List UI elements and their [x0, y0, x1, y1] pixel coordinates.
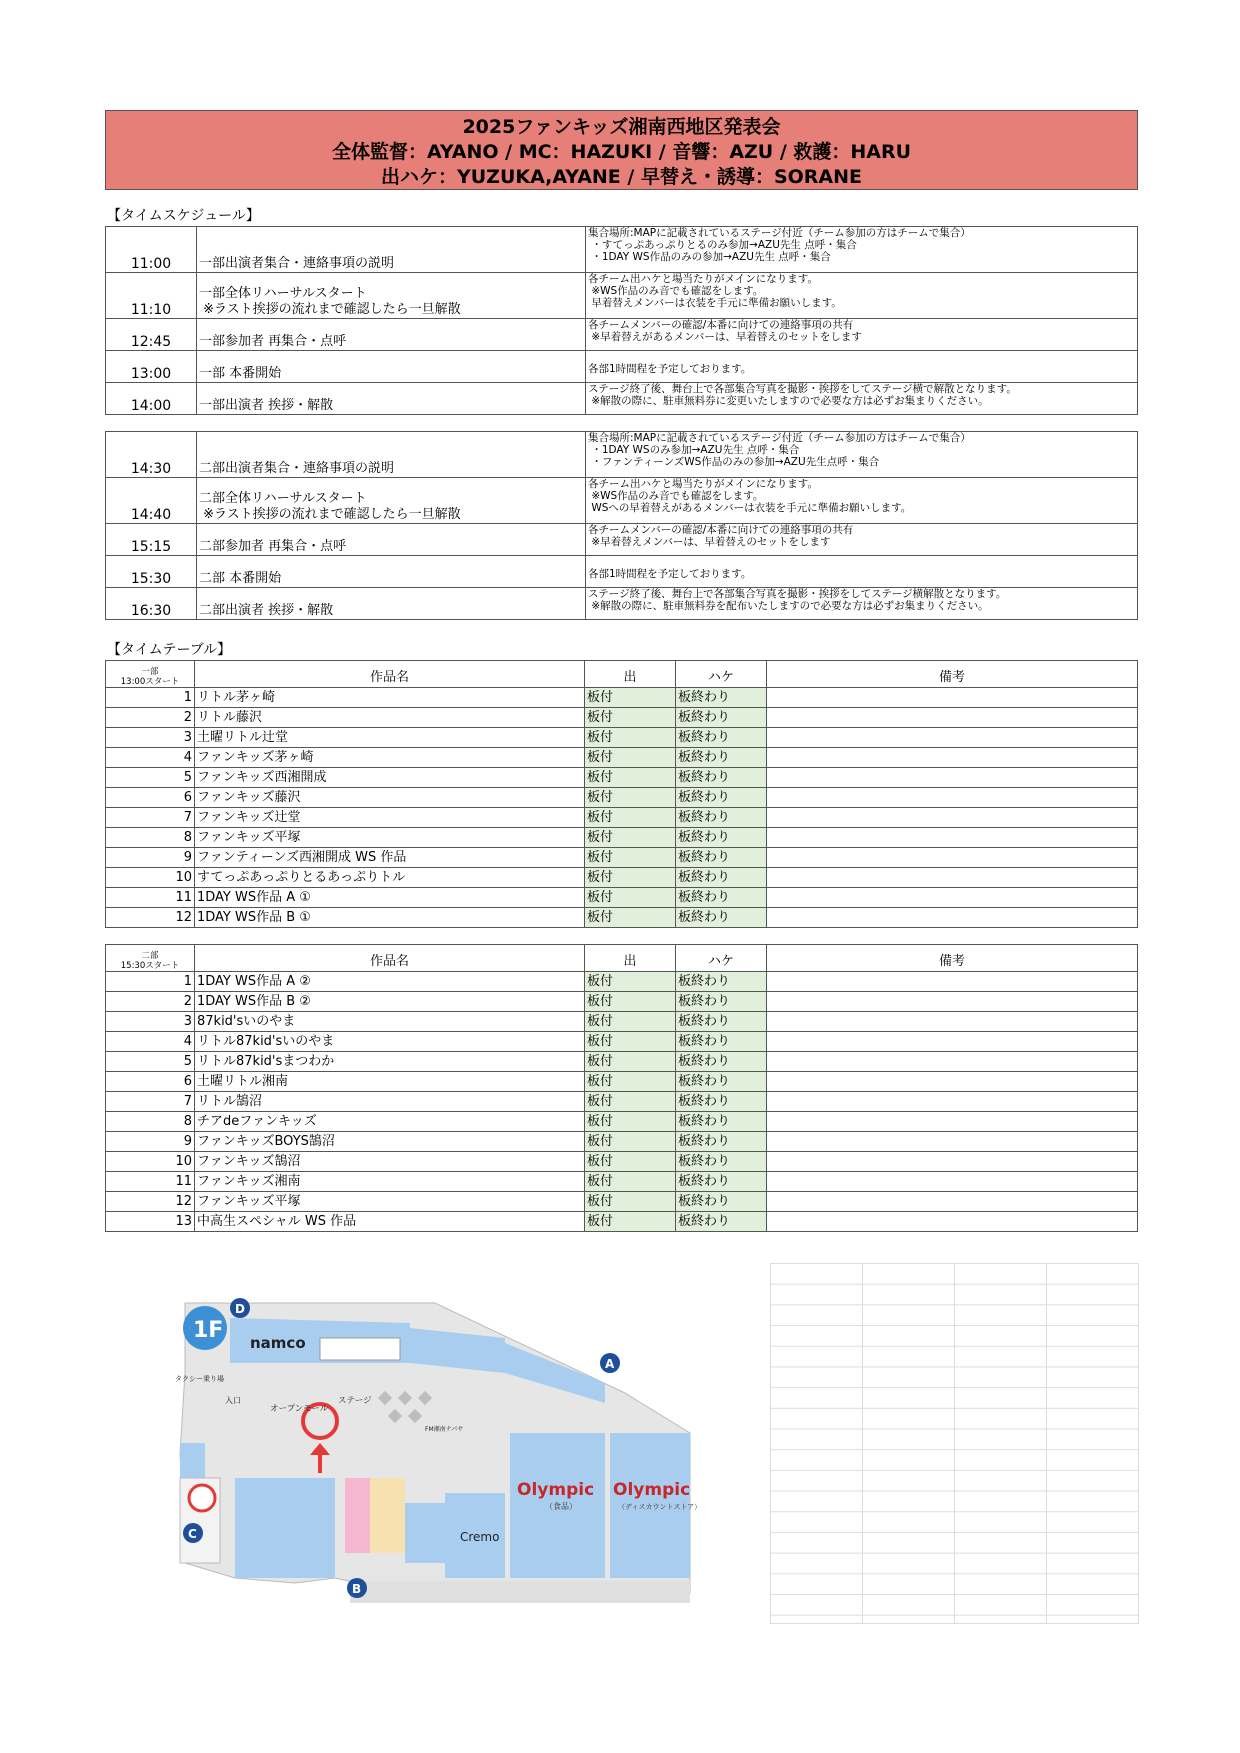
timetable-row — [106, 788, 1138, 808]
entrance-cue: 板付 — [585, 808, 676, 828]
left-store — [235, 1478, 335, 1578]
remarks-cell — [767, 748, 1138, 768]
schedule-row — [106, 383, 1138, 415]
entrance-cue: 板付 — [585, 1012, 676, 1032]
work-title: ファンキッズ西湘開成 — [195, 768, 585, 788]
entrance-cue: 板付 — [585, 1052, 676, 1072]
entrance-cue: 板付 — [585, 908, 676, 928]
remarks-cell — [767, 828, 1138, 848]
olympic-discount-label: Olympic — [613, 1480, 691, 1500]
work-title: 土曜リトル湘南 — [195, 1072, 585, 1092]
row-number: 12 — [106, 908, 195, 928]
fm-label: FM湘南ナパサ — [425, 1426, 464, 1433]
schedule-row — [106, 588, 1138, 620]
entrance-cue: 板付 — [585, 828, 676, 848]
schedule-table-part1 — [105, 226, 1138, 415]
entrance-cue: 板付 — [585, 688, 676, 708]
timetable-row — [106, 688, 1138, 708]
work-title: リトル87kid'sまつわか — [195, 1052, 585, 1072]
row-number: 12 — [106, 1192, 195, 1212]
timetable-row — [106, 888, 1138, 908]
timetable-row — [106, 1152, 1138, 1172]
remarks-cell — [767, 1072, 1138, 1092]
schedule-time: 14:40 — [106, 478, 197, 524]
event-header-banner — [105, 110, 1138, 190]
timetable-row — [106, 1032, 1138, 1052]
work-title: リトル鵠沼 — [195, 1092, 585, 1112]
work-title: ファンキッズ茅ヶ崎 — [195, 748, 585, 768]
timetable-row — [106, 748, 1138, 768]
timetable-row — [106, 1212, 1138, 1232]
work-title: 土曜リトル辻堂 — [195, 728, 585, 748]
row-number: 10 — [106, 868, 195, 888]
exit-cue: 板終わり — [676, 828, 767, 848]
remarks-cell — [767, 1212, 1138, 1232]
row-number: 2 — [106, 708, 195, 728]
remarks-cell — [767, 768, 1138, 788]
row-number: 9 — [106, 1132, 195, 1152]
remarks-cell — [767, 1012, 1138, 1032]
column-de-header: 出 — [585, 661, 676, 688]
timetable-row — [106, 1172, 1138, 1192]
entrance-cue: 板付 — [585, 788, 676, 808]
timetable-row — [106, 1192, 1138, 1212]
schedule-note: ステージ終了後、舞台上で各部集合写真を撮影・挨拶をしてステージ横解散となります。 ※解散の際に、駐車無料券を配布いたしますので必要な方は必ずお集まりください。 — [586, 588, 1138, 620]
schedule-time: 16:30 — [106, 588, 197, 620]
exit-cue: 板終わり — [676, 1212, 767, 1232]
column-hake-header: ハケ — [676, 945, 767, 972]
exit-cue: 板終わり — [676, 1192, 767, 1212]
work-title: チアdeファンキッズ — [195, 1112, 585, 1132]
timetable-row — [106, 768, 1138, 788]
work-title: 中高生スペシャル WS 作品 — [195, 1212, 585, 1232]
exit-cue: 板終わり — [676, 1112, 767, 1132]
entrance-cue: 板付 — [585, 992, 676, 1012]
row-number: 11 — [106, 888, 195, 908]
entrance-cue: 板付 — [585, 728, 676, 748]
schedule-time: 11:00 — [106, 227, 197, 273]
timetable-row — [106, 848, 1138, 868]
entrance-cue: 板付 — [585, 1192, 676, 1212]
remarks-cell — [767, 868, 1138, 888]
work-title: リトル茅ヶ崎 — [195, 688, 585, 708]
schedule-activity: 一部出演者集合・連絡事項の説明 — [197, 227, 586, 273]
schedule-note: 各チームメンバーの確認/本番に向けての連絡事項の共有 ※早着替えがあるメンバーは、早着替えのセットをします — [586, 319, 1138, 351]
olympic-discount-sub: （ディスカウントストア） — [618, 1503, 702, 1511]
work-title: ファンキッズ辻堂 — [195, 808, 585, 828]
remarks-cell — [767, 808, 1138, 828]
cremo-label: Cremo — [460, 1530, 500, 1544]
entrance-cue: 板付 — [585, 1092, 676, 1112]
timetable-section-title: 【タイムテーブル】 — [107, 642, 232, 658]
work-title: ファンティーンズ西湘開成 WS 作品 — [195, 848, 585, 868]
timetable-row — [106, 708, 1138, 728]
schedule-note: 各チーム出ハケと場当たりがメインになります。 ※WS作品のみ音でも確認をします。 早着替えメンバーは衣装を手元に準備お願いします。 — [586, 273, 1138, 319]
column-hake-header: ハケ — [676, 661, 767, 688]
work-title: 1DAY WS作品 A ② — [195, 972, 585, 992]
schedule-note: 各チームメンバーの確認/本番に向けての連絡事項の共有 ※早着替えメンバーは、早着替えのセットをします — [586, 524, 1138, 556]
work-title: リトル藤沢 — [195, 708, 585, 728]
remarks-cell — [767, 1092, 1138, 1112]
schedule-note: ステージ終了後、舞台上で各部集合写真を撮影・挨拶をしてステージ横で解散となります。 ※解散の際に、駐車無料券に変更いたしますので必要な方は必ずお集まりください。 — [586, 383, 1138, 415]
timetable-row — [106, 1072, 1138, 1092]
work-title: リトル87kid'sいのやま — [195, 1032, 585, 1052]
row-number: 5 — [106, 768, 195, 788]
work-title: 1DAY WS作品 A ① — [195, 888, 585, 908]
work-title: ファンキッズBOYS鵠沼 — [195, 1132, 585, 1152]
schedule-note: 集合場所:MAPに記載されているステージ付近（チーム参加の方はチームで集合） ・すてっぷあっぷりとるのみ参加→AZU先生 点呼・集合 ・1DAY WS作品のみの参加→AZU先生 点呼・集合 — [586, 227, 1138, 273]
sushiro-icon — [189, 1485, 215, 1511]
work-title: ファンキッズ湘南 — [195, 1172, 585, 1192]
row-number: 3 — [106, 1012, 195, 1032]
schedule-row — [106, 478, 1138, 524]
exit-cue: 板終わり — [676, 1032, 767, 1052]
timetable-row — [106, 828, 1138, 848]
schedule-table-part2 — [105, 431, 1138, 620]
schedule-activity: 一部 本番開始 — [197, 351, 586, 383]
entrance-cue: 板付 — [585, 1132, 676, 1152]
schedule-activity: 一部参加者 再集合・点呼 — [197, 319, 586, 351]
exit-cue: 板終わり — [676, 972, 767, 992]
row-number: 6 — [106, 788, 195, 808]
exit-cue: 板終わり — [676, 708, 767, 728]
entrance-cue: 板付 — [585, 868, 676, 888]
row-number: 4 — [106, 748, 195, 768]
exit-cue: 板終わり — [676, 788, 767, 808]
exit-cue: 板終わり — [676, 1012, 767, 1032]
timetable-header-row — [106, 661, 1138, 688]
row-number: 10 — [106, 1152, 195, 1172]
exit-cue: 板終わり — [676, 992, 767, 1012]
column-de-header: 出 — [585, 945, 676, 972]
schedule-activity: 二部出演者 挨拶・解散 — [197, 588, 586, 620]
exit-cue: 板終わり — [676, 768, 767, 788]
timetable-row — [106, 908, 1138, 928]
row-number: 3 — [106, 728, 195, 748]
timetable-row — [106, 992, 1138, 1012]
work-title: 87kid'sいのやま — [195, 1012, 585, 1032]
remarks-cell — [767, 708, 1138, 728]
entrance-cue: 板付 — [585, 1172, 676, 1192]
exit-cue: 板終わり — [676, 848, 767, 868]
schedule-time: 14:00 — [106, 383, 197, 415]
schedule-section-title: 【タイムスケジュール】 — [107, 208, 260, 224]
exit-cue: 板終わり — [676, 868, 767, 888]
row-number: 1 — [106, 688, 195, 708]
entrance-cue: 板付 — [585, 1112, 676, 1132]
schedule-row — [106, 524, 1138, 556]
entrance-cue: 板付 — [585, 972, 676, 992]
remarks-cell — [767, 848, 1138, 868]
schedule-note: 各チーム出ハケと場当たりがメインになります。 ※WS作品のみ音でも確認をします。 WSへの早着替えがあるメンバーは衣装を手元に準備お願いします。 — [586, 478, 1138, 524]
schedule-time: 12:45 — [106, 319, 197, 351]
entrance-cue: 板付 — [585, 1032, 676, 1052]
remarks-cell — [767, 688, 1138, 708]
remarks-cell — [767, 1152, 1138, 1172]
remarks-cell — [767, 888, 1138, 908]
schedule-note: 各部1時間程を予定しております。 — [586, 556, 1138, 588]
empty-grid-cells — [770, 1263, 1139, 1624]
row-number: 6 — [106, 1072, 195, 1092]
exit-cue: 板終わり — [676, 888, 767, 908]
schedule-row — [106, 432, 1138, 478]
schedule-row — [106, 319, 1138, 351]
schedule-row — [106, 227, 1138, 273]
work-title: 1DAY WS作品 B ② — [195, 992, 585, 1012]
column-note-header: 備考 — [767, 661, 1138, 688]
timetable-row — [106, 868, 1138, 888]
entrance-cue: 板付 — [585, 888, 676, 908]
schedule-activity: 二部 本番開始 — [197, 556, 586, 588]
remarks-cell — [767, 788, 1138, 808]
exit-cue: 板終わり — [676, 688, 767, 708]
exit-cue: 板終わり — [676, 748, 767, 768]
floor-map-image — [105, 1263, 770, 1623]
exit-cue: 板終わり — [676, 808, 767, 828]
schedule-time: 15:30 — [106, 556, 197, 588]
exit-cue: 板終わり — [676, 1092, 767, 1112]
row-number: 11 — [106, 1172, 195, 1192]
exit-cue: 板終わり — [676, 1072, 767, 1092]
work-title: 1DAY WS作品 B ① — [195, 908, 585, 928]
remarks-cell — [767, 728, 1138, 748]
row-number: 13 — [106, 1212, 195, 1232]
olympic-food-sub: （食品） — [545, 1502, 577, 1511]
exit-cue: 板終わり — [676, 1052, 767, 1072]
svg-text:A: A — [605, 1357, 615, 1371]
row-number: 2 — [106, 992, 195, 1012]
schedule-activity: 一部出演者 挨拶・解散 — [197, 383, 586, 415]
taxi-label: タクシー乗り場 — [175, 1375, 224, 1383]
schedule-note: 集合場所:MAPに記載されているステージ付近（チーム参加の方はチームで集合） ・1DAY WSのみ参加→AZU先生 点呼・集合 ・ファンティーンズWS作品のみの参加→AZU先生点呼・集合 — [586, 432, 1138, 478]
remarks-cell — [767, 1172, 1138, 1192]
remarks-cell — [767, 1112, 1138, 1132]
timetable-row — [106, 1052, 1138, 1072]
timetable-row — [106, 1012, 1138, 1032]
schedule-time: 11:10 — [106, 273, 197, 319]
work-title: ファンキッズ鵠沼 — [195, 1152, 585, 1172]
remarks-cell — [767, 1052, 1138, 1072]
staff-line: 全体監督：AYANO / MC：HAZUKI / 音響：AZU / 救護：HARU — [331, 141, 912, 163]
timetable-row — [106, 1112, 1138, 1132]
part-start-label: 一部 13:00スタート — [106, 661, 195, 688]
column-note-header: 備考 — [767, 945, 1138, 972]
row-number: 5 — [106, 1052, 195, 1072]
timetable-row — [106, 728, 1138, 748]
open-mall-label: オープンモール — [270, 1404, 329, 1414]
timetable-part1 — [105, 660, 1138, 928]
namco-label: namco — [250, 1334, 306, 1352]
svg-text:B: B — [352, 1582, 362, 1596]
schedule-row — [106, 273, 1138, 319]
event-title: 2025ファンキッズ湘南西地区発表会 — [462, 116, 781, 138]
schedule-row — [106, 351, 1138, 383]
document-sheet — [105, 110, 1138, 1232]
row-number: 8 — [106, 1112, 195, 1132]
remarks-cell — [767, 1032, 1138, 1052]
remarks-cell — [767, 1132, 1138, 1152]
entrance-cue: 板付 — [585, 1152, 676, 1172]
row-number: 9 — [106, 848, 195, 868]
work-title: ファンキッズ平塚 — [195, 828, 585, 848]
stage-label: ステージ — [338, 1396, 372, 1406]
svg-text:C: C — [188, 1527, 197, 1541]
entrance-cue: 板付 — [585, 708, 676, 728]
staff-line-2: 出ハケ：YUZUKA,AYANE / 早替え・誘導：SORANE — [380, 166, 863, 188]
schedule-activity: 二部全体リハーサルスタート ※ラスト挨拶の流れまで確認したら一旦解散 — [197, 478, 586, 524]
row-number: 7 — [106, 808, 195, 828]
schedule-activity: 二部参加者 再集合・点呼 — [197, 524, 586, 556]
row-number: 1 — [106, 972, 195, 992]
timetable-row — [106, 1132, 1138, 1152]
schedule-row — [106, 556, 1138, 588]
entrance-cue: 板付 — [585, 848, 676, 868]
work-title: ファンキッズ平塚 — [195, 1192, 585, 1212]
remarks-cell — [767, 972, 1138, 992]
entrance-cue: 板付 — [585, 1212, 676, 1232]
timetable-part2 — [105, 944, 1138, 1232]
exit-cue: 板終わり — [676, 1172, 767, 1192]
remarks-cell — [767, 908, 1138, 928]
part-start-label: 二部 15:30スタート — [106, 945, 195, 972]
olympic-food-label: Olympic — [517, 1480, 595, 1500]
entrance-cue: 板付 — [585, 768, 676, 788]
svg-text:D: D — [235, 1302, 245, 1316]
row-number: 8 — [106, 828, 195, 848]
timetable-row — [106, 972, 1138, 992]
timetable-row — [106, 808, 1138, 828]
remarks-cell — [767, 992, 1138, 1012]
floor-label: 1F — [193, 1318, 224, 1343]
exit-cue: 板終わり — [676, 908, 767, 928]
timetable-header-row — [106, 945, 1138, 972]
exit-cue: 板終わり — [676, 728, 767, 748]
entrance-cue: 板付 — [585, 1072, 676, 1092]
row-number: 7 — [106, 1092, 195, 1112]
column-title-header: 作品名 — [195, 661, 585, 688]
remarks-cell — [767, 1192, 1138, 1212]
timetable-row — [106, 1092, 1138, 1112]
column-title-header: 作品名 — [195, 945, 585, 972]
schedule-note: 各部1時間程を予定しております。 — [586, 351, 1138, 383]
row-number: 4 — [106, 1032, 195, 1052]
schedule-time: 13:00 — [106, 351, 197, 383]
floor-map — [105, 1263, 770, 1623]
exit-cue: 板終わり — [676, 1132, 767, 1152]
entrance2-label: 入口 — [225, 1396, 241, 1405]
schedule-activity: 一部全体リハーサルスタート ※ラスト挨拶の流れまで確認したら一旦解散 — [197, 273, 586, 319]
exit-cue: 板終わり — [676, 1152, 767, 1172]
schedule-time: 14:30 — [106, 432, 197, 478]
entrance-cue: 板付 — [585, 748, 676, 768]
work-title: すてっぷあっぷりとるあっぷりトル — [195, 868, 585, 888]
work-title: ファンキッズ藤沢 — [195, 788, 585, 808]
schedule-activity: 二部出演者集合・連絡事項の説明 — [197, 432, 586, 478]
schedule-time: 15:15 — [106, 524, 197, 556]
